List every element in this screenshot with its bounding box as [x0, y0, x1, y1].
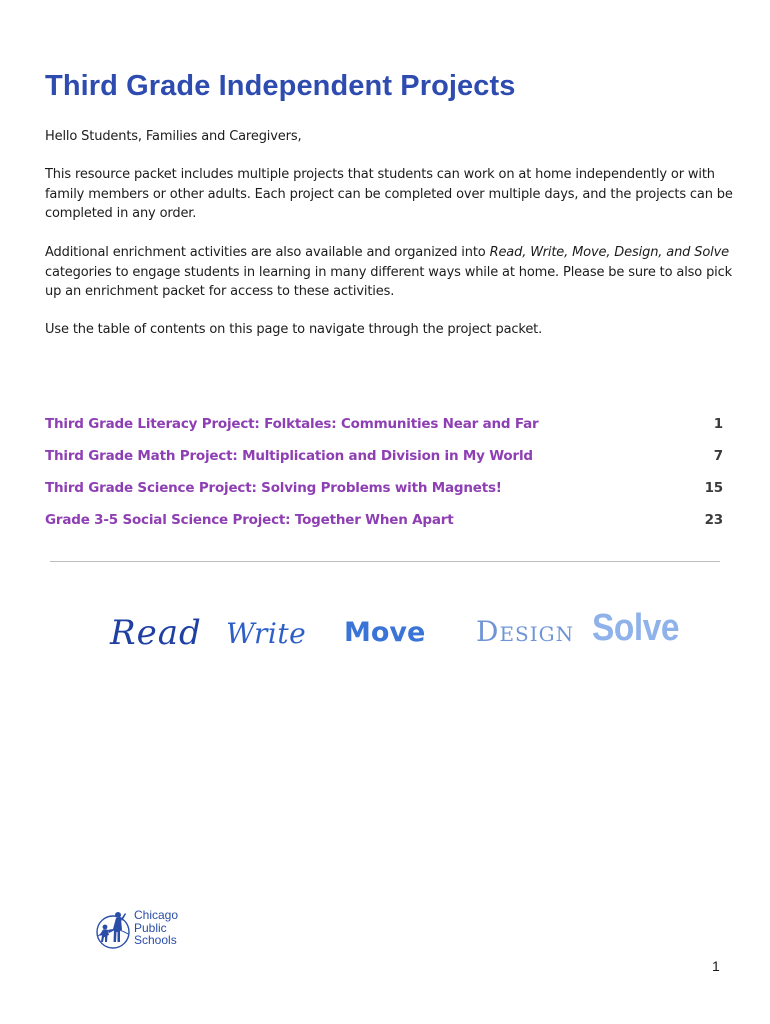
toc-entry-page[interactable]: 23: [704, 512, 723, 528]
enrichment-categories: Read, Write, Move, Design, and Solve: [489, 245, 730, 260]
chicago-public-schools-logo: [94, 906, 214, 956]
toc-entry-math[interactable]: [45, 440, 725, 472]
logo-line-1: Chicago: [134, 908, 179, 922]
category-solve-wordmark: Solve: [592, 607, 680, 649]
enrichment-text-after: categories to engage students in learning in many different ways while at home. Please be sure to also pick up an enrichment packet for access to these activities.: [45, 264, 733, 299]
greeting-text: Hello Students, Families and Caregivers,: [45, 129, 302, 144]
enrichment-paragraph: [45, 243, 735, 302]
category-design-wordmark: Design: [476, 615, 575, 648]
toc-entry-page[interactable]: 7: [713, 448, 723, 464]
toc-entry-science[interactable]: [45, 472, 725, 504]
logo-line-2: Public: [134, 920, 167, 935]
category-read-wordmark: Read: [110, 613, 202, 653]
category-write-wordmark: Write: [226, 617, 307, 650]
toc-instructions: Use the table of contents on this page to navigate through the project packet.: [45, 322, 543, 337]
section-divider: [50, 561, 720, 562]
logo-line-3: Schools: [134, 933, 177, 947]
enrichment-categories-banner: [0, 605, 770, 665]
toc-entry-label[interactable]: Third Grade Math Project: Multiplication and Division in My World: [45, 448, 533, 464]
enrichment-text-before: Additional enrichment activities are also available and organized into: [45, 245, 490, 260]
page-number: 1: [712, 958, 720, 974]
toc-entry-label[interactable]: Third Grade Literacy Project: Folktales: Communities Near and Far: [45, 416, 539, 432]
cps-figures-icon: [94, 908, 132, 952]
toc-entry-label[interactable]: Grade 3-5 Social Science Project: Together When Apart: [45, 512, 454, 528]
toc-entry-social-science[interactable]: [45, 504, 725, 536]
page-title: Third Grade Independent Projects: [45, 70, 516, 102]
intro-paragraph: This resource packet includes multiple projects that students can work on at home independently or with family members or other adults. Each project can be completed over multiple days, and the projects can be completed in any order.: [45, 167, 733, 221]
toc-entry-page[interactable]: 15: [704, 480, 723, 496]
category-move-wordmark: Move: [344, 617, 426, 648]
logo-text: [134, 909, 178, 947]
toc-entry-literacy[interactable]: [45, 408, 725, 440]
table-of-contents: [45, 408, 725, 536]
toc-entry-page[interactable]: 1: [713, 416, 723, 432]
toc-entry-label[interactable]: Third Grade Science Project: Solving Problems with Magnets!: [45, 480, 502, 496]
